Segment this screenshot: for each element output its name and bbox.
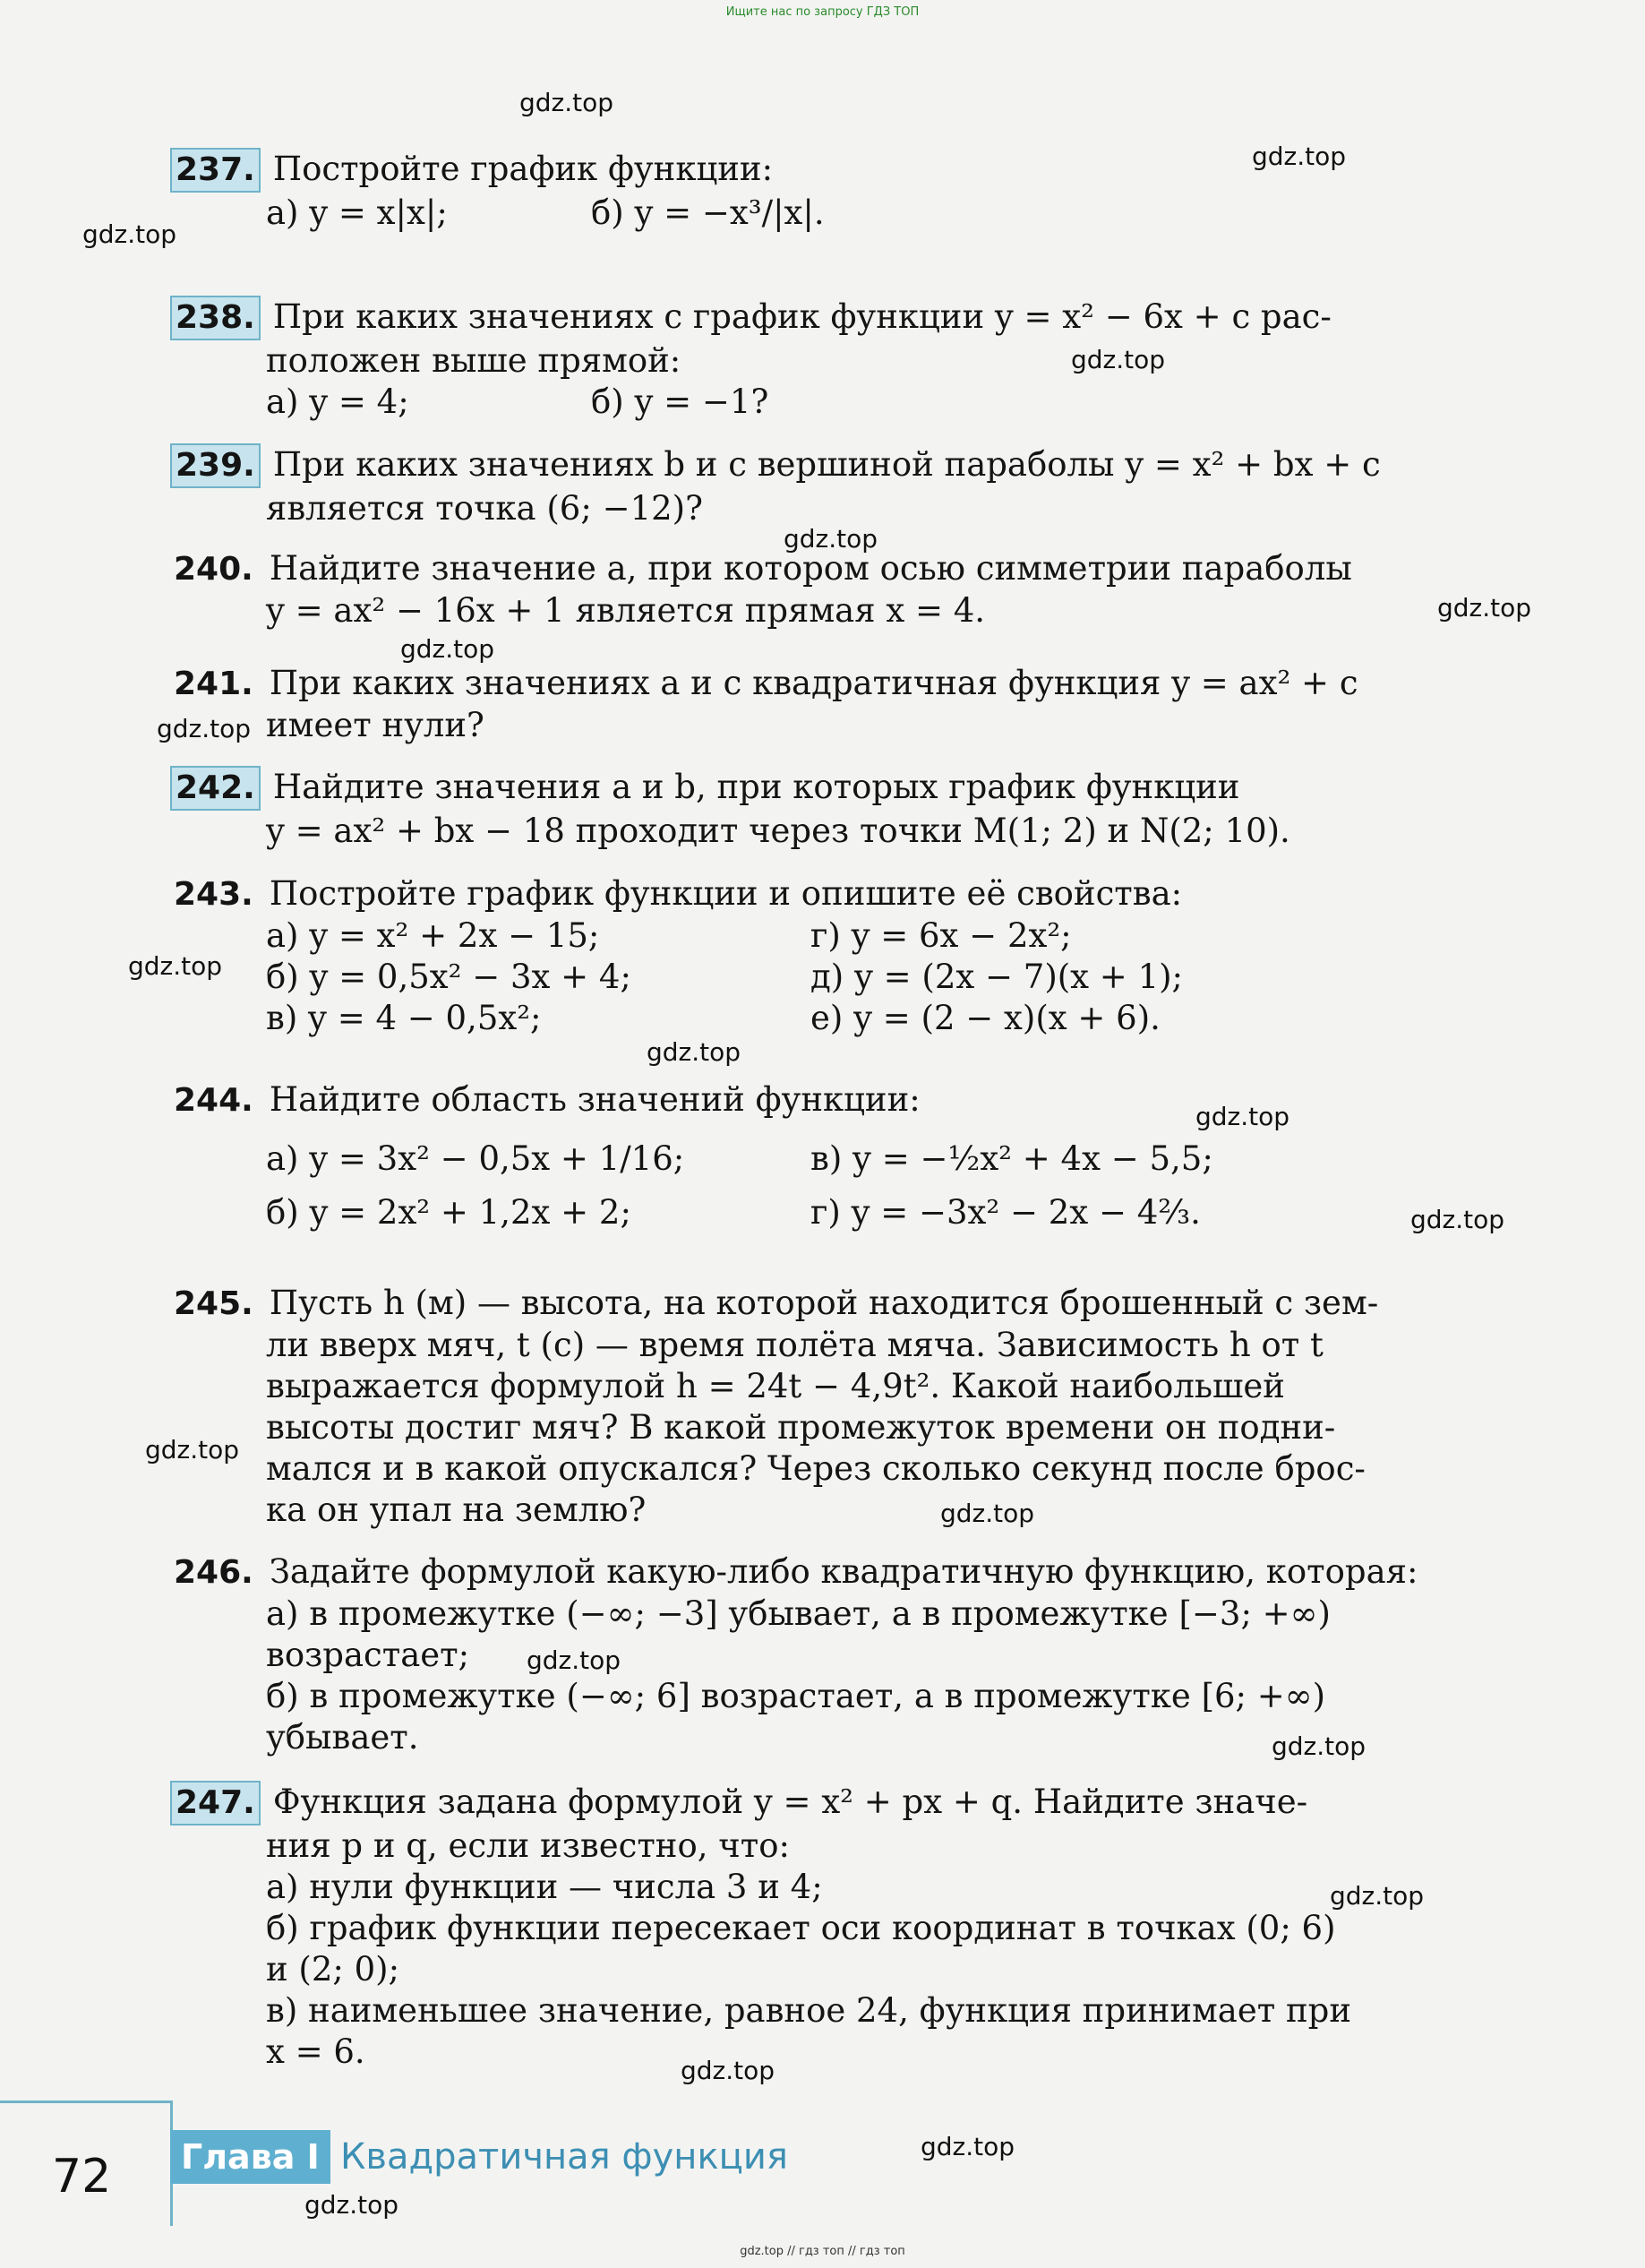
problem-text: Постройте график функции: xyxy=(272,150,774,188)
part-a: а) y = x² + 2x − 15; xyxy=(266,916,600,955)
watermark: gdz.top xyxy=(1252,142,1347,171)
problem-text: ния p и q, если известно, что: xyxy=(266,1826,790,1865)
problem-number: 247. xyxy=(170,1781,261,1826)
problem-text: Пусть h (м) — высота, на которой находится брошенный с зем- xyxy=(269,1284,1379,1322)
watermark: gdz.top xyxy=(940,1499,1035,1528)
problem-text: При каких значениях b и c вершиной параболы y = x² + bx + c xyxy=(272,445,1381,484)
part-e: д) y = (2x − 7)(x + 1); xyxy=(810,958,1184,996)
problem-238 xyxy=(170,296,1549,423)
chapter-label: Глава I xyxy=(170,2130,330,2184)
problem-241 xyxy=(170,663,1549,746)
page-number: 72 xyxy=(52,2150,112,2204)
problem-text: Задайте формулой какую-либо квадратичную функцию, которая: xyxy=(269,1552,1418,1591)
problem-number: 246. xyxy=(174,1554,253,1591)
part-a: а) y = x|x|; xyxy=(266,193,448,232)
watermark: gdz.top xyxy=(647,1037,741,1067)
watermark: gdz.top xyxy=(527,1645,621,1675)
bottom-banner: gdz.top // гдз топ // гдз топ xyxy=(740,2245,905,2258)
problem-text: При каких значениях c график функции y = x² − 6x + c рас- xyxy=(272,297,1332,336)
problem-text: Постройте график функции и опишите её свойства: xyxy=(269,874,1183,913)
problem-text: y = ax² + bx − 18 проходит через точки M(1; 2) и N(2; 10). xyxy=(266,812,1290,850)
problem-number: 241. xyxy=(174,666,253,702)
problem-text: высоты достиг мяч? В какой промежуток времени он подни- xyxy=(266,1408,1336,1447)
problem-number: 244. xyxy=(174,1082,253,1119)
chapter-title: Квадратичная функция xyxy=(340,2136,788,2178)
problem-text: y = ax² − 16x + 1 является прямая x = 4. xyxy=(266,591,986,630)
part-a: а) y = 3x² − 0,5x + 1/16; xyxy=(266,1139,685,1178)
problem-number: 238. xyxy=(170,296,261,340)
problem-246 xyxy=(170,1551,1549,1758)
watermark: gdz.top xyxy=(1195,1102,1290,1131)
problem-number: 242. xyxy=(170,766,261,811)
watermark: gdz.top xyxy=(921,2132,1015,2161)
watermark: gdz.top xyxy=(400,634,495,664)
problem-number: 245. xyxy=(174,1285,253,1322)
problem-text: б) график функции пересекает оси координат в точках (0; 6) xyxy=(266,1909,1336,1947)
part-d: г) y = −3x² − 2x − 4⅔. xyxy=(810,1193,1201,1232)
problem-242 xyxy=(170,766,1549,852)
problem-text: б) в промежутке (−∞; 6] возрастает, а в промежутке [6; +∞) xyxy=(266,1677,1326,1715)
problem-text: положен выше прямой: xyxy=(266,341,681,380)
part-c: в) y = −½x² + 4x − 5,5; xyxy=(810,1139,1213,1178)
part-d: г) y = 6x − 2x²; xyxy=(810,916,1072,955)
problem-text: ли вверх мяч, t (с) — время полёта мяча. Зависимость h от t xyxy=(266,1326,1324,1364)
watermark: gdz.top xyxy=(1272,1731,1367,1761)
watermark: gdz.top xyxy=(784,524,878,554)
problem-text: Функция задана формулой y = x² + px + q. Найдите значе- xyxy=(272,1783,1308,1821)
part-a: а) y = 4; xyxy=(266,382,409,421)
part-b: б) y = −1? xyxy=(591,382,769,421)
problem-text: а) в промежутке (−∞; −3] убывает, а в промежутке [−3; +∞) xyxy=(266,1594,1331,1633)
watermark: gdz.top xyxy=(1410,1205,1505,1234)
problem-244 xyxy=(170,1079,1549,1240)
problem-text: Найдите значение a, при котором осью симметрии параболы xyxy=(269,549,1352,588)
watermark: gdz.top xyxy=(1437,593,1532,623)
problem-text: При каких значениях a и c квадратичная функция y = ax² + c xyxy=(269,664,1358,702)
problem-text: Найдите значения a и b, при которых график функции xyxy=(272,768,1240,806)
top-banner: Ищите нас по запросу ГДЗ ТОП xyxy=(725,5,920,19)
problem-text: имеет нули? xyxy=(266,706,484,744)
problem-239 xyxy=(170,443,1549,529)
problem-number: 239. xyxy=(170,443,261,488)
problem-text: и (2; 0); xyxy=(266,1950,400,1989)
part-b: б) y = −x³/|x|. xyxy=(591,193,825,232)
problem-text: а) нули функции — числа 3 и 4; xyxy=(266,1868,823,1906)
part-b: б) y = 2x² + 1,2x + 2; xyxy=(266,1193,631,1232)
problem-text: мался и в какой опускался? Через сколько секунд после брос- xyxy=(266,1449,1366,1488)
problem-text: ка он упал на землю? xyxy=(266,1491,647,1529)
problem-text: является точка (6; −12)? xyxy=(266,489,703,528)
part-c: в) y = 4 − 0,5x²; xyxy=(266,999,542,1037)
watermark: gdz.top xyxy=(304,2190,399,2220)
problem-245 xyxy=(170,1283,1549,1531)
problem-text: x = 6. xyxy=(266,2032,365,2071)
watermark: gdz.top xyxy=(128,951,223,981)
watermark: gdz.top xyxy=(519,88,614,117)
watermark: gdz.top xyxy=(1071,345,1166,374)
problem-text: Найдите область значений функции: xyxy=(269,1080,921,1119)
problem-text: выражается формулой h = 24t − 4,9t². Какой наибольшей xyxy=(266,1367,1285,1405)
watermark: gdz.top xyxy=(145,1435,240,1465)
problem-number: 237. xyxy=(170,148,261,193)
problem-243 xyxy=(170,873,1549,1050)
problem-247 xyxy=(170,1781,1549,2073)
part-b: б) y = 0,5x² − 3x + 4; xyxy=(266,958,631,996)
footer-rule xyxy=(0,2100,170,2103)
problem-number: 243. xyxy=(174,876,253,913)
problem-number: 240. xyxy=(174,551,253,588)
problem-240 xyxy=(170,548,1549,631)
part-f: е) y = (2 − x)(x + 6). xyxy=(810,999,1161,1037)
watermark: gdz.top xyxy=(1330,1881,1425,1911)
problem-text: в) наименьшее значение, равное 24, функция принимает при xyxy=(266,1991,1351,2030)
watermark: gdz.top xyxy=(681,2056,775,2085)
problem-text: возрастает; xyxy=(266,1636,470,1674)
watermark: gdz.top xyxy=(82,219,177,249)
watermark: gdz.top xyxy=(157,714,252,743)
problem-text: убывает. xyxy=(266,1718,419,1757)
